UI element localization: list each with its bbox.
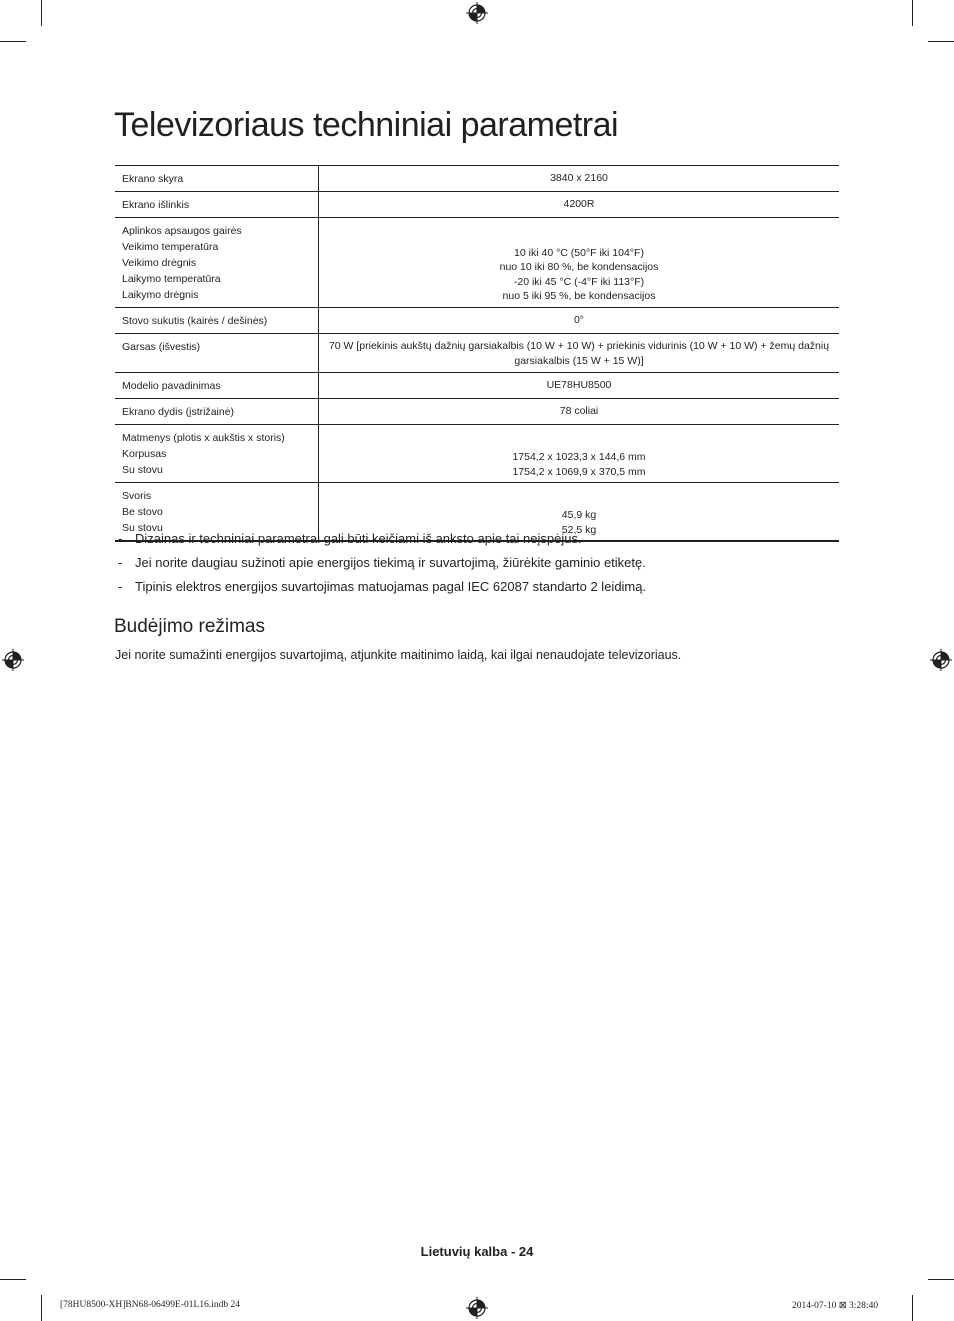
registration-mark-icon <box>466 2 488 24</box>
spec-value-line: 45,9 kg <box>561 509 597 521</box>
table-row <box>115 192 839 218</box>
spec-label-line: Be stovo <box>122 506 163 519</box>
spec-value-line: nuo 10 iki 80 %, be kondensacijos <box>499 261 659 274</box>
note-text: Dizainas ir techniniai parametrai gali būti keičiami iš anksto apie tai neįspėjus. <box>135 531 582 546</box>
file-slug: [78HU8500-XH]BN68-06499E-01L16.indb 24 <box>60 1300 240 1310</box>
spec-label-line: Svoris <box>122 490 152 503</box>
spec-value <box>319 192 840 218</box>
table-row <box>115 218 839 308</box>
note-bullet: - <box>118 555 123 570</box>
spec-value-line: garsiakalbis (15 W + 15 W)] <box>514 354 644 367</box>
specs-table <box>115 165 839 542</box>
page-title: Televizoriaus techniniai parametrai <box>114 106 619 144</box>
spec-value-line: 1754,2 x 1023,3 x 144,6 mm <box>512 451 646 463</box>
note-bullet: - <box>118 531 123 546</box>
spec-label-line: Veikimo drėgnis <box>122 257 197 269</box>
spec-value <box>319 425 840 483</box>
table-row <box>115 334 839 373</box>
spec-label-line: Ekrano išlinkis <box>122 199 190 211</box>
spec-value-line: 10 iki 40 °C (50°F iki 104°F) <box>514 246 644 259</box>
spec-value-line: 52,5 kg <box>561 523 597 536</box>
spec-label <box>115 308 319 334</box>
spec-value-line: nuo 5 iki 95 %, be kondensacijos <box>502 290 656 303</box>
list-item <box>114 531 844 555</box>
spec-label <box>115 192 319 218</box>
crop-mark <box>0 1279 26 1280</box>
note-text: Tipinis elektros energijos suvartojimas matuojamas pagal IEC 62087 standarto 2 leidimą. <box>135 579 647 594</box>
spec-value <box>319 373 840 399</box>
spec-label <box>115 373 319 399</box>
spec-value <box>319 218 840 308</box>
spec-value-line: -20 iki 45 °C (-4°F iki 113°F) <box>513 275 645 288</box>
crop-mark <box>912 1295 913 1321</box>
spec-value <box>319 334 840 373</box>
spec-value-line: UE78HU8500 <box>546 379 612 392</box>
spec-value-line: 1754,2 x 1069,9 x 370,5 mm <box>512 465 646 478</box>
spec-label <box>115 166 319 192</box>
spec-label-line: Aplinkos apsaugos gairės <box>122 225 242 237</box>
crop-mark <box>928 1279 954 1280</box>
spec-label <box>115 334 319 373</box>
spec-value <box>319 399 840 425</box>
spec-label <box>115 399 319 425</box>
crop-mark <box>0 41 26 42</box>
table-row <box>115 425 839 483</box>
spec-label-line: Su stovu <box>122 522 163 535</box>
spec-value-line: 4200R <box>563 198 595 210</box>
spec-label-line: Veikimo temperatūra <box>122 241 219 253</box>
registration-mark-icon <box>466 1297 488 1319</box>
spec-label <box>115 218 319 308</box>
date-slug: 2014-07-10 ⊠ 3:28:40 <box>792 1301 879 1311</box>
spec-value <box>319 166 840 192</box>
registration-mark-icon <box>930 649 952 671</box>
page-number-label: Lietuvių kalba - 24 <box>420 1244 534 1259</box>
spec-label-line: Garsas (išvestis) <box>122 341 201 353</box>
crop-mark <box>912 0 913 26</box>
spec-label-line: Ekrano dydis (įstrižainė) <box>122 406 235 419</box>
spec-value-line: 0° <box>573 314 585 326</box>
crop-mark <box>41 1295 42 1321</box>
spec-label <box>115 425 319 483</box>
crop-mark <box>41 0 42 26</box>
spec-value-line: 70 W [priekinis aukštų dažnių garsiakalbis (10 W + 10 W) + priekinis vidurinis (10 W + 10 W) + žemų dažnių <box>328 340 830 352</box>
list-item <box>114 555 844 579</box>
section-title: Budėjimo režimas <box>114 616 265 637</box>
spec-label-line: Ekrano skyra <box>122 173 184 185</box>
section-text: Jei norite sumažinti energijos suvartojimą, atjunkite maitinimo laidą, kai ilgai nenaudojate televizoriaus. <box>115 648 682 662</box>
spec-label-line: Stovo sukutis (kairės / dešinės) <box>122 315 268 327</box>
table-row <box>115 308 839 334</box>
spec-label-line: Matmenys (plotis x aukštis x storis) <box>122 432 285 445</box>
crop-mark <box>928 41 954 42</box>
spec-label-line: Korpusas <box>122 448 167 461</box>
spec-label-line: Modelio pavadinimas <box>122 380 221 393</box>
note-text: Jei norite daugiau sužinoti apie energijos tiekimą ir suvartojimą, žiūrėkite gaminio etiketę. <box>135 555 646 570</box>
note-bullet: - <box>118 579 123 594</box>
table-row <box>115 373 839 399</box>
table-row <box>115 166 839 192</box>
spec-label-line: Su stovu <box>122 464 163 477</box>
table-row <box>115 399 839 425</box>
spec-value-line: 78 coliai <box>559 405 599 418</box>
spec-label-line: Laikymo temperatūra <box>122 273 221 285</box>
notes-list <box>114 531 844 603</box>
spec-label-line: Laikymo drėgnis <box>122 289 199 301</box>
spec-value-line: 3840 x 2160 <box>550 172 608 184</box>
registration-mark-icon <box>2 649 24 671</box>
list-item <box>114 579 844 603</box>
spec-value <box>319 308 840 334</box>
